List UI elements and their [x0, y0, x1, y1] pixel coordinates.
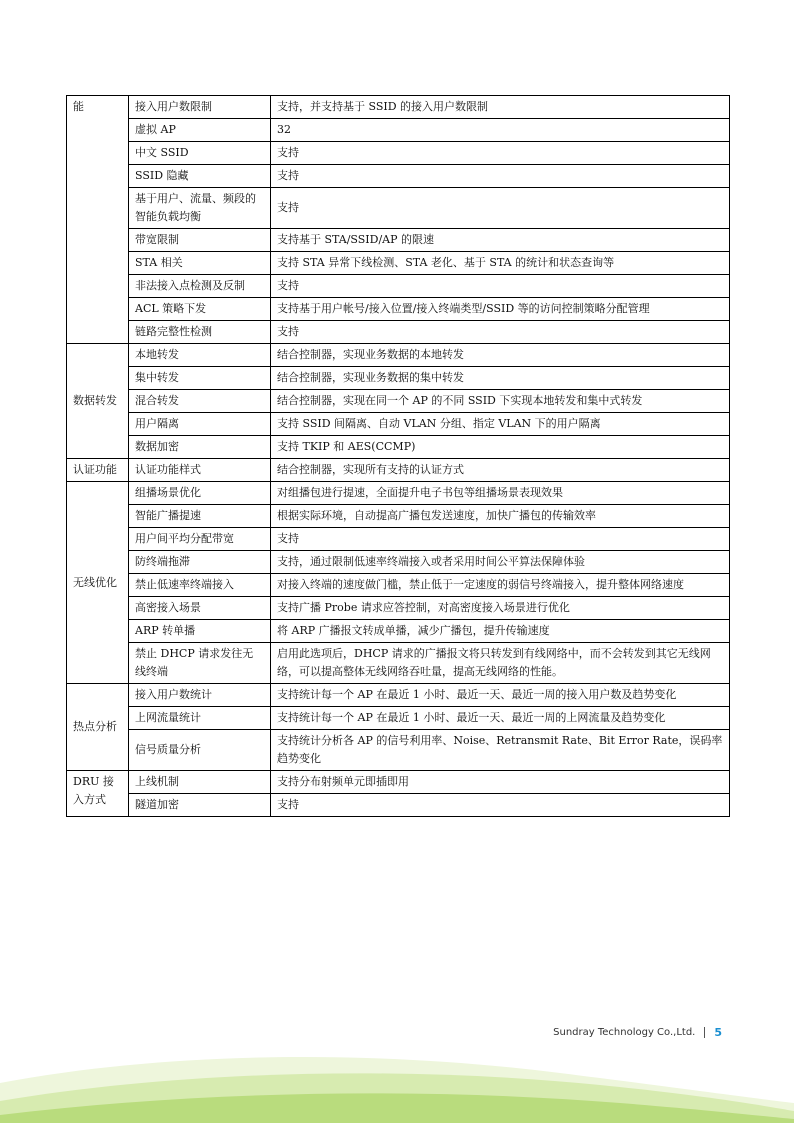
description-cell: 结合控制器，实现业务数据的本地转发 [271, 344, 730, 367]
table-row [67, 119, 730, 142]
description-cell: 支持基于用户帐号/接入位置/接入终端类型/SSID 等的访问控制策略分配管理 [271, 298, 730, 321]
feature-cell: ARP 转单播 [129, 620, 271, 643]
description-cell: 支持广播 Probe 请求应答控制，对高密度接入场景进行优化 [271, 597, 730, 620]
decorative-wave-banner [0, 1043, 794, 1123]
table-row [67, 574, 730, 597]
description-cell: 根据实际环境，自动提高广播包发送速度，加快广播包的传输效率 [271, 505, 730, 528]
page-number: 5 [714, 1026, 722, 1039]
feature-cell: 高密接入场景 [129, 597, 271, 620]
feature-cell: 中文 SSID [129, 142, 271, 165]
feature-cell: 带宽限制 [129, 229, 271, 252]
table-row [67, 505, 730, 528]
table-row [67, 413, 730, 436]
description-cell: 支持 [271, 142, 730, 165]
feature-cell: 上网流量统计 [129, 707, 271, 730]
table-row [67, 229, 730, 252]
description-cell: 32 [271, 119, 730, 142]
description-cell: 支持 STA 异常下线检测、STA 老化、基于 STA 的统计和状态查询等 [271, 252, 730, 275]
description-cell: 支持统计每一个 AP 在最近 1 小时、最近一天、最近一周的上网流量及趋势变化 [271, 707, 730, 730]
feature-cell: 混合转发 [129, 390, 271, 413]
table-row [67, 482, 730, 505]
description-cell: 结合控制器，实现在同一个 AP 的不同 SSID 下实现本地转发和集中式转发 [271, 390, 730, 413]
table-row [67, 707, 730, 730]
table-row [67, 275, 730, 298]
category-cell: 数据转发 [67, 344, 129, 459]
description-cell: 对组播包进行提速，全面提升电子书包等组播场景表现效果 [271, 482, 730, 505]
table-row [67, 684, 730, 707]
feature-cell: 信号质量分析 [129, 730, 271, 771]
feature-cell: STA 相关 [129, 252, 271, 275]
table-row [67, 620, 730, 643]
feature-cell: 虚拟 AP [129, 119, 271, 142]
footer-divider [704, 1027, 705, 1038]
description-cell: 支持，通过限制低速率终端接入或者采用时间公平算法保障体验 [271, 551, 730, 574]
table-row [67, 551, 730, 574]
feature-cell: 接入用户数限制 [129, 96, 271, 119]
feature-cell: 认证功能样式 [129, 459, 271, 482]
table-row [67, 367, 730, 390]
description-cell: 结合控制器，实现所有支持的认证方式 [271, 459, 730, 482]
feature-cell: 接入用户数统计 [129, 684, 271, 707]
category-cell: DRU 接入方式 [67, 771, 129, 817]
feature-cell: 用户间平均分配带宽 [129, 528, 271, 551]
description-cell: 结合控制器，实现业务数据的集中转发 [271, 367, 730, 390]
table-row [67, 344, 730, 367]
feature-cell: 用户隔离 [129, 413, 271, 436]
feature-cell: 组播场景优化 [129, 482, 271, 505]
feature-cell: SSID 隐藏 [129, 165, 271, 188]
table-row [67, 252, 730, 275]
description-cell: 支持 [271, 275, 730, 298]
spec-table-body [67, 96, 730, 817]
table-row [67, 298, 730, 321]
description-cell: 支持 [271, 528, 730, 551]
feature-cell: 隧道加密 [129, 794, 271, 817]
category-cell: 热点分析 [67, 684, 129, 771]
table-row [67, 96, 730, 119]
company-name: Sundray Technology Co.,Ltd. [553, 1027, 696, 1038]
table-row [67, 597, 730, 620]
description-cell: 支持，并支持基于 SSID 的接入用户数限制 [271, 96, 730, 119]
table-row [67, 643, 730, 684]
table-row [67, 188, 730, 229]
table-row [67, 459, 730, 482]
description-cell: 对接入终端的速度做门槛，禁止低于一定速度的弱信号终端接入，提升整体网络速度 [271, 574, 730, 597]
description-cell: 支持 [271, 794, 730, 817]
feature-cell: 本地转发 [129, 344, 271, 367]
description-cell: 支持 [271, 165, 730, 188]
description-cell: 支持统计每一个 AP 在最近 1 小时、最近一天、最近一周的接入用户数及趋势变化 [271, 684, 730, 707]
table-row [67, 730, 730, 771]
description-cell: 支持分布射频单元即插即用 [271, 771, 730, 794]
feature-cell: 上线机制 [129, 771, 271, 794]
table-row [67, 771, 730, 794]
table-row [67, 142, 730, 165]
category-cell: 无线优化 [67, 482, 129, 684]
feature-cell: 基于用户、流量、频段的智能负载均衡 [129, 188, 271, 229]
feature-cell: 智能广播提速 [129, 505, 271, 528]
table-row [67, 390, 730, 413]
table-row [67, 528, 730, 551]
feature-cell: 防终端拖滞 [129, 551, 271, 574]
feature-cell: 集中转发 [129, 367, 271, 390]
page-footer [553, 1026, 722, 1039]
category-cell: 能 [67, 96, 129, 344]
category-cell: 认证功能 [67, 459, 129, 482]
feature-cell: 禁止低速率终端接入 [129, 574, 271, 597]
description-cell: 启用此选项后，DHCP 请求的广播报文将只转发到有线网络中，而不会转发到其它无线网络，可以提高整体无线网络吞吐量，提高无线网络的性能。 [271, 643, 730, 684]
table-row [67, 321, 730, 344]
feature-cell: 链路完整性检测 [129, 321, 271, 344]
description-cell: 支持 SSID 间隔离、自动 VLAN 分组、指定 VLAN 下的用户隔离 [271, 413, 730, 436]
spec-table [66, 95, 730, 817]
description-cell: 支持统计分析各 AP 的信号利用率、Noise、Retransmit Rate、Bit Error Rate，误码率趋势变化 [271, 730, 730, 771]
feature-cell: 非法接入点检测及反制 [129, 275, 271, 298]
description-cell: 支持 [271, 188, 730, 229]
description-cell: 将 ARP 广播报文转成单播，减少广播包，提升传输速度 [271, 620, 730, 643]
description-cell: 支持基于 STA/SSID/AP 的限速 [271, 229, 730, 252]
feature-cell: 数据加密 [129, 436, 271, 459]
table-row [67, 165, 730, 188]
description-cell: 支持 [271, 321, 730, 344]
table-row [67, 794, 730, 817]
feature-cell: ACL 策略下发 [129, 298, 271, 321]
description-cell: 支持 TKIP 和 AES(CCMP) [271, 436, 730, 459]
table-row [67, 436, 730, 459]
feature-cell: 禁止 DHCP 请求发往无线终端 [129, 643, 271, 684]
